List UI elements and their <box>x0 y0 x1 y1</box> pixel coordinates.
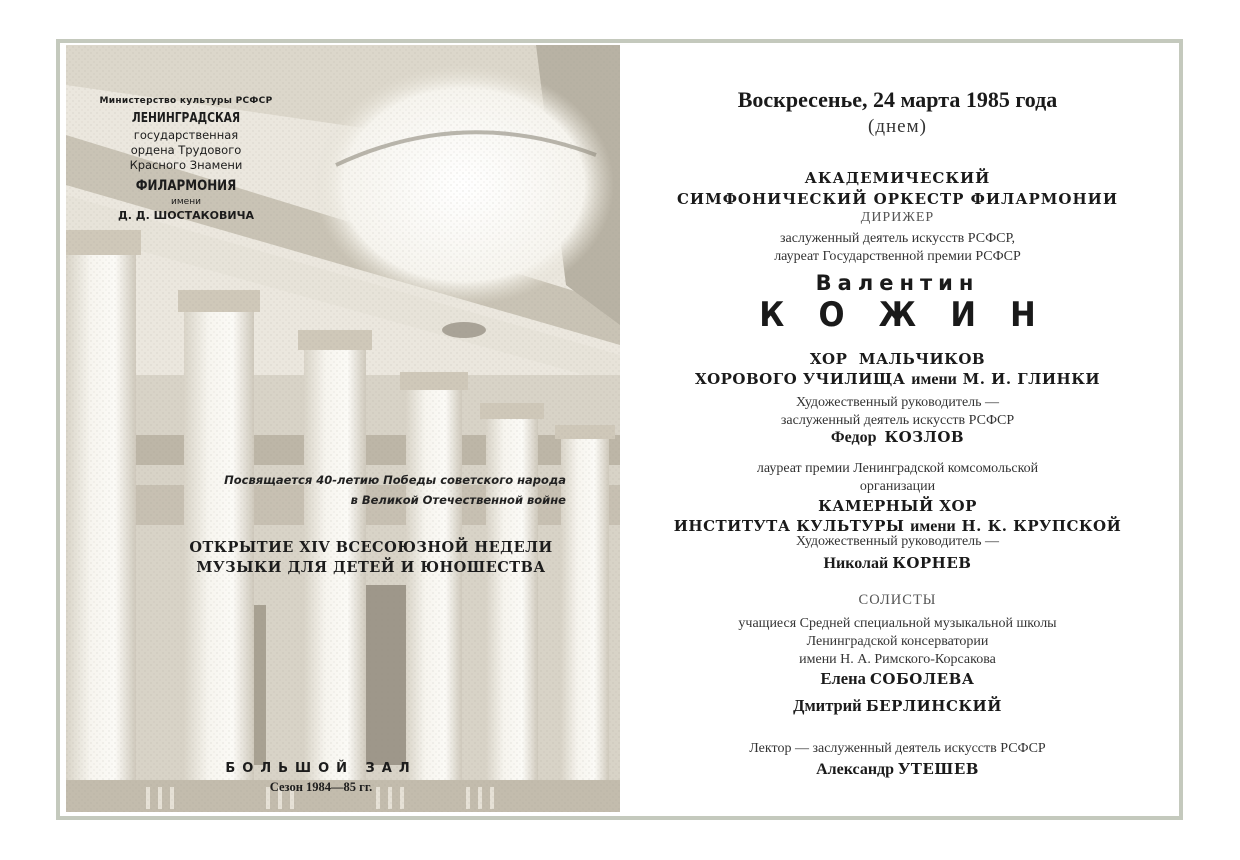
chamber-choir-line1: КАМЕРНЫЙ ХОР <box>818 497 977 515</box>
hall-name: БОЛЬШОЙ ЗАЛ <box>225 761 417 776</box>
time-of-day: (днем) <box>868 116 927 137</box>
soloist-first-name: Дмитрий <box>793 696 862 715</box>
conductor-first-name: Валентин <box>815 271 980 295</box>
orchestra-line2: СИМФОНИЧЕСКИЙ ОРКЕСТР ФИЛАРМОНИИ <box>676 190 1118 208</box>
lecturer-name <box>620 760 1175 779</box>
conductor-title1: заслуженный деятель искусств РСФСР, <box>779 231 1016 246</box>
director-first-name: Николай <box>823 555 889 572</box>
org-name-line4: Красного Знамени <box>129 158 243 172</box>
director-last-name: КОРНЕВ <box>892 554 972 572</box>
shostakovich-name: Д. Д. ШОСТАКОВИЧА <box>118 209 254 222</box>
soloist-2 <box>620 696 1175 716</box>
soloists-label: СОЛИСТЫ <box>858 592 937 608</box>
director-first-name: Федор <box>830 429 877 446</box>
org-name-lines <box>66 128 306 173</box>
named-after-label: имени <box>171 197 201 207</box>
lecturer-last-name: УТЕШЕВ <box>898 760 979 778</box>
soloists-description <box>620 615 1175 669</box>
event-title <box>146 538 596 578</box>
award-line2: организации <box>859 479 936 494</box>
chamber-choir <box>620 496 1175 537</box>
boys-choir-namesake: М. И. ГЛИНКИ <box>956 370 1101 388</box>
chamber-choir-institute: ИНСТИТУТА КУЛЬТУРЫ <box>673 517 911 535</box>
conductor-title2: лауреат Государственной премии РСФСР <box>774 249 1021 264</box>
conductor-titles <box>620 230 1175 266</box>
soloist-first-name: Елена <box>820 669 866 688</box>
chamber-choir-award <box>620 460 1175 496</box>
chamber-choir-namesake: Н. К. КРУПСКОЙ <box>955 517 1122 535</box>
boys-choir-director <box>620 428 1175 447</box>
chamber-choir-imeni: имени <box>910 518 956 535</box>
dedication-line1: Посвящается 40-летию Победы советского народа <box>224 473 566 487</box>
soloist-last-name: БЕРЛИНСКИЙ <box>865 697 1002 715</box>
soloists-desc3: имени Н. А. Римского-Корсакова <box>799 652 996 667</box>
chamber-choir-director <box>620 554 1175 573</box>
conductor-surname: КОЖИН <box>759 295 1070 335</box>
ministry-label: Министерство культуры РСФСР <box>99 96 273 106</box>
org-name-line2: государственная <box>133 128 239 142</box>
philharmonic-title: ФИЛАРМОНИЯ <box>135 178 237 194</box>
boys-choir-director-titles <box>620 394 1175 430</box>
org-name-line1: ЛЕНИНГРАДСКАЯ <box>131 111 241 126</box>
event-title-line1: ОТКРЫТИЕ XIV ВСЕСОЮЗНОЙ НЕДЕЛИ <box>189 539 553 556</box>
concert-date: Воскресенье, 24 марта 1985 года <box>737 87 1058 112</box>
orchestra-name <box>620 168 1175 210</box>
boys-choir-imeni: имени <box>911 371 957 388</box>
soloist-1 <box>620 669 1175 689</box>
dedication <box>176 470 566 510</box>
org-name-line3: ордена Трудового <box>130 143 242 157</box>
boys-choir <box>620 349 1175 390</box>
lecturer-first-name: Александр <box>816 761 895 778</box>
boys-choir-director-title1: Художественный руководитель — <box>795 395 1000 410</box>
boys-choir-line1: ХОР МАЛЬЧИКОВ <box>809 350 986 368</box>
program-panel <box>620 45 1175 812</box>
award-line1: лауреат премии Ленинградской комсомольской <box>756 461 1039 476</box>
orchestra-line1: АКАДЕМИЧЕСКИЙ <box>804 169 991 187</box>
season-label: Сезон 1984—85 гг. <box>269 780 373 794</box>
boys-choir-school: ХОРОВОГО УЧИЛИЩА <box>694 370 912 388</box>
director-last-name: КОЗЛОВ <box>884 428 965 446</box>
boys-choir-line2 <box>620 369 1175 390</box>
soloists-desc1: учащиеся Средней специальной музыкальной школы <box>738 616 1057 631</box>
dedication-line2: в Великой Отечественной войне <box>350 493 566 507</box>
conductor-label: ДИРИЖЕР <box>860 210 935 225</box>
cover-photo-panel <box>66 45 620 812</box>
lecturer-title: Лектор — заслуженный деятель искусств РСФСР <box>749 741 1046 756</box>
event-title-line2: МУЗЫКИ ДЛЯ ДЕТЕЙ И ЮНОШЕСТВА <box>196 559 546 576</box>
boys-choir-director-title2: заслуженный деятель искусств РСФСР <box>780 413 1015 428</box>
chamber-choir-director-title: Художественный руководитель — <box>795 534 1000 549</box>
soloist-last-name: СОБОЛЕВА <box>869 670 975 688</box>
soloists-desc2: Ленинградской консерватории <box>806 634 989 649</box>
